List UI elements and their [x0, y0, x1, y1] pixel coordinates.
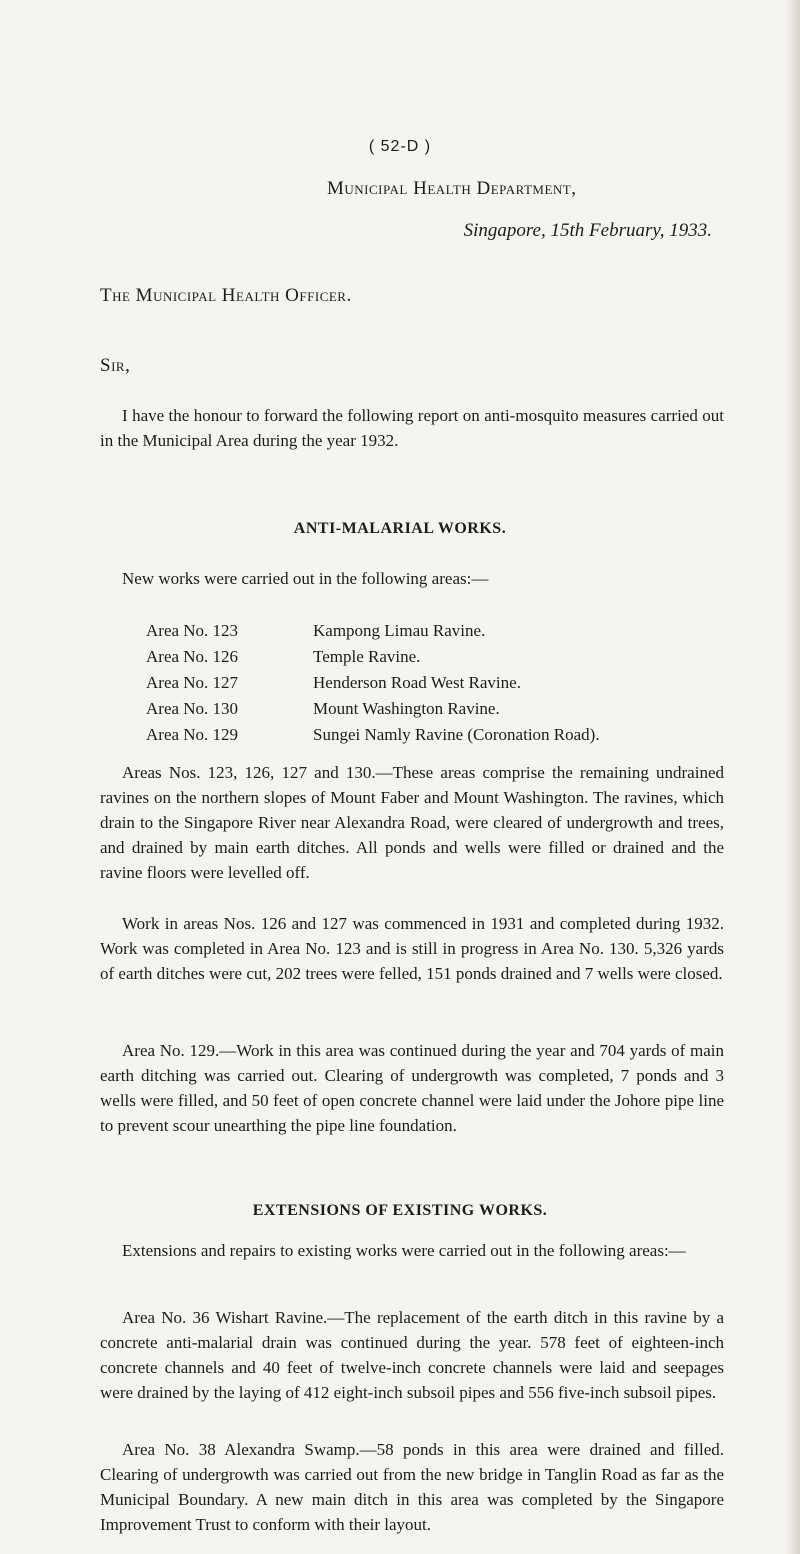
- paragraph-areas-123-130: Areas Nos. 123, 126, 127 and 130.—These areas comprise the remaining undrained ravines on the northern slopes of Mount Faber and Mount Washington. The ravines, which drain to the Singapore River near Alexandra Road, were cleared of undergrowth and trees, and drained by main earth ditches. All ponds and wells were filled or drained and the ravine floors were levelled off.: [100, 763, 724, 882]
- area-name: Temple Ravine.: [313, 647, 421, 666]
- section-heading-anti-malarial: ANTI-MALARIAL WORKS.: [293, 520, 507, 537]
- paragraph-area-129: Area No. 129.—Work in this area was continued during the year and 704 yards of main earth ditching was carried out. Clearing of undergrowth was completed, 7 ponds and 3 wells were filled, and 50 feet of open concrete channel were laid under the Johore pipe line to prevent scour unearthing the pipe line foundation.: [100, 1041, 724, 1135]
- intro-paragraph: I have the honour to forward the following report on anti-mosquito measures carried out in the Municipal Area during the year 1932.: [100, 406, 724, 450]
- area-name: Sungei Namly Ravine (Coronation Road).: [313, 725, 600, 744]
- area-name: Kampong Limau Ravine.: [313, 621, 486, 640]
- page-edge-shadow: [786, 0, 800, 1554]
- area-number: Area No. 126: [146, 647, 239, 666]
- paragraph-area-38: Area No. 38 Alexandra Swamp.—58 ponds in this area were drained and filled. Clearing of undergrowth was carried out from the new bridge in Tanglin Road as far as the Municipal Boundary. A new main ditch in this area was completed by the Singapore Improvement Trust to conform with their layout.: [100, 1440, 724, 1534]
- list-item: [146, 722, 746, 748]
- salutation: Sir,: [100, 355, 131, 376]
- addressee: The Municipal Health Officer.: [100, 285, 352, 306]
- list-item: [146, 644, 746, 670]
- area-name: Mount Washington Ravine.: [313, 699, 500, 718]
- paragraph-work-progress: Work in areas Nos. 126 and 127 was commenced in 1931 and completed during 1932. Work was completed in Area No. 123 and is still in progress in Area No. 130. 5,326 yards of earth ditches were cut, 202 trees were felled, 151 ponds drained and 7 wells were closed.: [100, 914, 724, 983]
- areas-lead-paragraph: New works were carried out in the following areas:—: [122, 569, 489, 588]
- areas-list: [146, 618, 746, 748]
- extensions-lead-paragraph: Extensions and repairs to existing works were carried out in the following areas:—: [122, 1241, 686, 1260]
- area-number: Area No. 123: [146, 621, 239, 640]
- section-heading-extensions: EXTENSIONS OF EXISTING WORKS.: [252, 1202, 548, 1219]
- area-number: Area No. 127: [146, 673, 239, 692]
- area-number: Area No. 129: [146, 725, 239, 744]
- area-number: Area No. 130: [146, 699, 239, 718]
- list-item: [146, 670, 746, 696]
- list-item: [146, 618, 746, 644]
- list-item: [146, 696, 746, 722]
- paragraph-area-36: Area No. 36 Wishart Ravine.—The replacement of the earth ditch in this ravine by a concrete anti-malarial drain was continued during the year. 578 feet of eighteen-inch concrete channels and 40 feet of twelve-inch concrete channels were laid and seepages were drained by the laying of 412 eight-inch subsoil pipes and 556 five-inch subsoil pipes.: [100, 1308, 724, 1402]
- page-number: ( 52-D ): [368, 138, 432, 155]
- area-name: Henderson Road West Ravine.: [313, 673, 521, 692]
- letter-date: Singapore, 15th February, 1933.: [463, 220, 712, 241]
- department-heading: Municipal Health Department,: [327, 178, 577, 199]
